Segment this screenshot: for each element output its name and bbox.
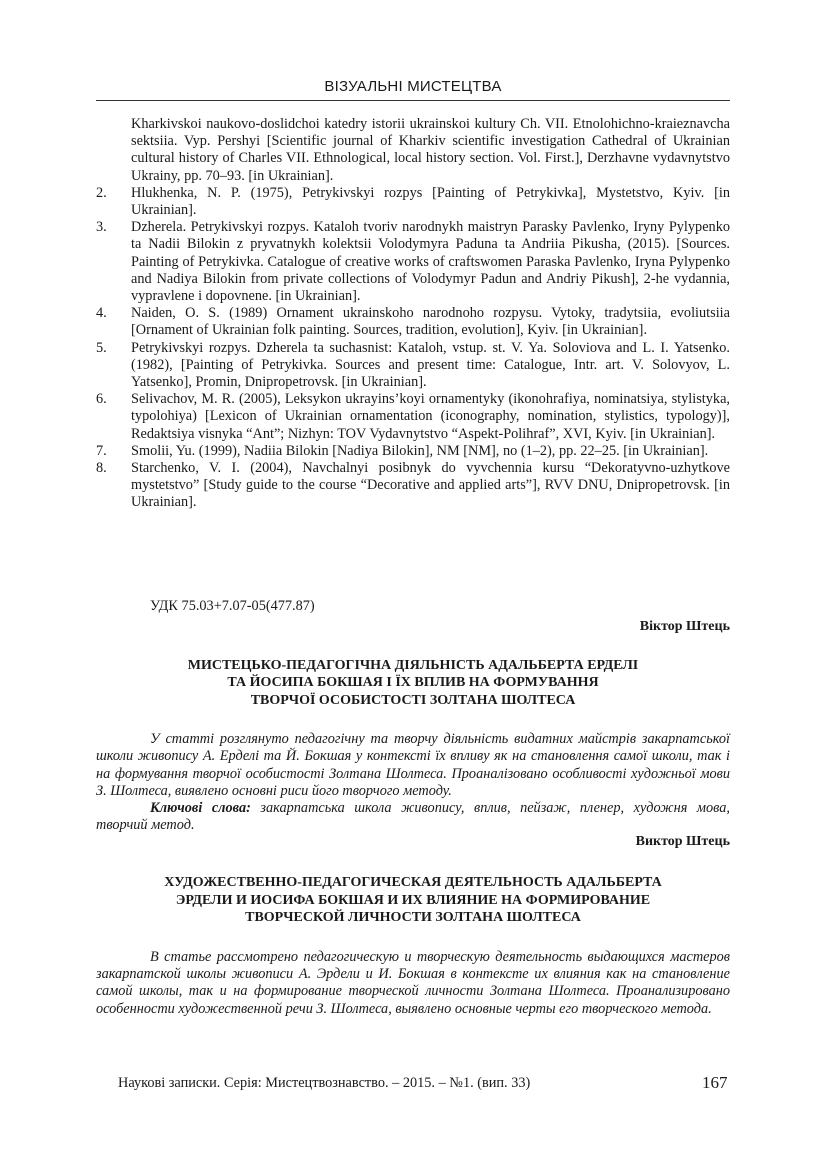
- reference-number: 8.: [96, 460, 107, 477]
- title-line: ХУДОЖЕСТВЕННО-ПЕДАГОГИЧЕСКАЯ ДЕЯТЕЛЬНОСТЬ АДАЛЬБЕРТА: [164, 875, 662, 891]
- abstract-ua: У статті розглянуто педагогічну та творчу діяльність видатних майстрів закарпатської школи живопису А. Ерделі та Й. Бокшая у контексті їх впливу як на становлення самої школи, так і на формування творчої особистості Золтана Шолтеса. Проаналізовано особливості художньої мови З. Шолтеса, виявлено основні риси його творчого методу.: [96, 731, 730, 799]
- header-rule: [96, 100, 730, 101]
- reference-number: 3.: [96, 219, 107, 236]
- reference-item: [96, 460, 730, 512]
- title-line: МИСТЕЦЬКО-ПЕДАГОГІЧНА ДІЯЛЬНІСТЬ АДАЛЬБЕРТА ЕРДЕЛІ: [187, 657, 639, 673]
- page-number: 167: [702, 1073, 728, 1092]
- reference-item: [96, 219, 730, 305]
- reference-number: 2.: [96, 184, 107, 201]
- reference-list: [96, 116, 730, 512]
- reference-text: Selivachov, M. R. (2005), Leksykon ukrayins’koyi ornamentyky (ikonohrafiya, nominatsiya, stylistyka, typolohiya) [Lexicon of Ukrainian ornamentation (iconography, nomination, stylistics, typology)], Redaktsiya visnyka “Ant”; Nizhyn: TOV Vydavnytstvo “Aspekt-Polihraf”, XVI, Kyiv. [in Ukrainian].: [131, 391, 730, 442]
- reference-number: 6.: [96, 391, 107, 408]
- reference-item: [96, 391, 730, 443]
- author-name-ua: Віктор Штець: [639, 618, 730, 634]
- reference-text: Petrykivskyi rozpys. Dzherela ta suchasnist: Kataloh, vstup. st. V. Ya. Soloviova and L. I. Yatsenko. (1982), [Painting of Petrykivka. Sources and present time: Catalogue, Intr. art. V. Solovyov, L. Yatsenko], Promin, Dnipropetrovsk. [in Ukrainian].: [131, 339, 730, 391]
- title-line: ТВОРЧОЇ ОСОБИСТОСТІ ЗОЛТАНА ШОЛТЕСА: [250, 692, 576, 708]
- reference-continuation: Kharkivskoi naukovo-doslidchoi katedry istorii ukrainskoi kultury Ch. VII. Etnolohichno-kraieznavcha sektsiia. Vyp. Pershyi [Scientific journal of Kharkiv scientific investigation Cathedral of Ukrainian cultural history of Charles VII. Ethnological, local history section. Vol. First.], Derzhavne vydavnytstvo Ukrainy, pp. 70–93. [in Ukrainian].: [131, 116, 730, 184]
- keywords-text: закарпатська школа живопису, вплив, пейзаж, пленер, художня мова, творчий метод.: [96, 799, 730, 834]
- reference-number: 4.: [96, 305, 107, 322]
- udc-code: УДК 75.03+7.07-05(477.87): [150, 597, 315, 614]
- title-line: ТА ЙОСИПА БОКШАЯ І ЇХ ВПЛИВ НА ФОРМУВАННЯ: [227, 675, 599, 691]
- reference-text: Naiden, O. S. (1989) Ornament ukrainskoho narodnoho rozpysu. Vytoky, tradytsiia, evoliutsiia [Ornament of Ukrainian folk painting. Sources, tradition, evolution], Kyiv. [in Ukrainian].: [131, 305, 730, 339]
- article-title-ru: [96, 874, 730, 927]
- reference-text: Starchenko, V. I. (2004), Navchalnyi posibnyk do vyvchennia kursu “Dekoratyvno-uzhytkove mystetstvo” [Study guide to the course “Decorative and applied arts”], RVV DNU, Dnipropetrovsk. [in Ukrainian].: [131, 460, 730, 511]
- keywords-label: Ключові слова:: [150, 799, 251, 816]
- title-line: ЭРДЕЛИ И ИОСИФА БОКШАЯ И ИХ ВЛИЯНИЕ НА ФОРМИРОВАНИЕ: [175, 892, 651, 908]
- reference-item: [96, 443, 730, 460]
- reference-text: Smolii, Yu. (1999), Nadiia Bilokin [Nadiya Bilokin], NM [NM], no (1–2), pp. 22–25. [in Ukrainian].: [131, 442, 709, 459]
- reference-item: [96, 305, 730, 339]
- article-title-ua: [96, 657, 730, 710]
- keywords-ua: [96, 800, 730, 834]
- reference-number: 5.: [96, 339, 107, 356]
- reference-item: [96, 185, 730, 219]
- running-header: ВІЗУАЛЬНІ МИСТЕЦТВА: [324, 78, 502, 95]
- reference-text: Hlukhenka, N. P. (1975), Petrykivskyi rozpys [Painting of Petrykivka], Mystetstvo, Kyiv. [in Ukrainian].: [131, 184, 730, 219]
- reference-items: [96, 185, 730, 512]
- reference-item: [96, 340, 730, 392]
- page-content: [96, 116, 730, 1018]
- journal-footer: Наукові записки. Серія: Мистецтвознавство. – 2015. – №1. (вип. 33): [118, 1075, 531, 1091]
- author-name-ru: Виктор Штець: [635, 834, 730, 850]
- reference-number: 7.: [96, 442, 107, 459]
- title-line: ТВОРЧЕСКОЙ ЛИЧНОСТИ ЗОЛТАНА ШОЛТЕСА: [245, 910, 581, 926]
- abstract-ru: В статье рассмотрено педагогическую и творческую деятельность выдающихся мастеров закарпатской школы живописи А. Эрдели и И. Бокшая в контексте их влияния как на становление самой школы, так и на формирование творческой личности Золтана Шолтеса. Проанализировано особенности художественной речи З. Шолтеса, выявлено основные черты его творческого метода.: [96, 948, 730, 1017]
- reference-text: Dzherela. Petrykivskyi rozpys. Kataloh tvoriv narodnykh maistryn Parasky Pavlenko, Iryny Pylypenko ta Nadii Bilokin z pryvatnykh kolektsii Volodymyra Paduna ta Andriia Pikusha, (2015). [Sources. Painting of Petrykivka. Catalogue of creative works of craftswomen Paraska Pavlenko, Iryna Pylypenko and Nadiya Bilokin from private collections of Volodymyr Padun and Andriy Pikush], 2-he vydannia, vypravlene i dopovnene. [in Ukrainian].: [131, 219, 730, 305]
